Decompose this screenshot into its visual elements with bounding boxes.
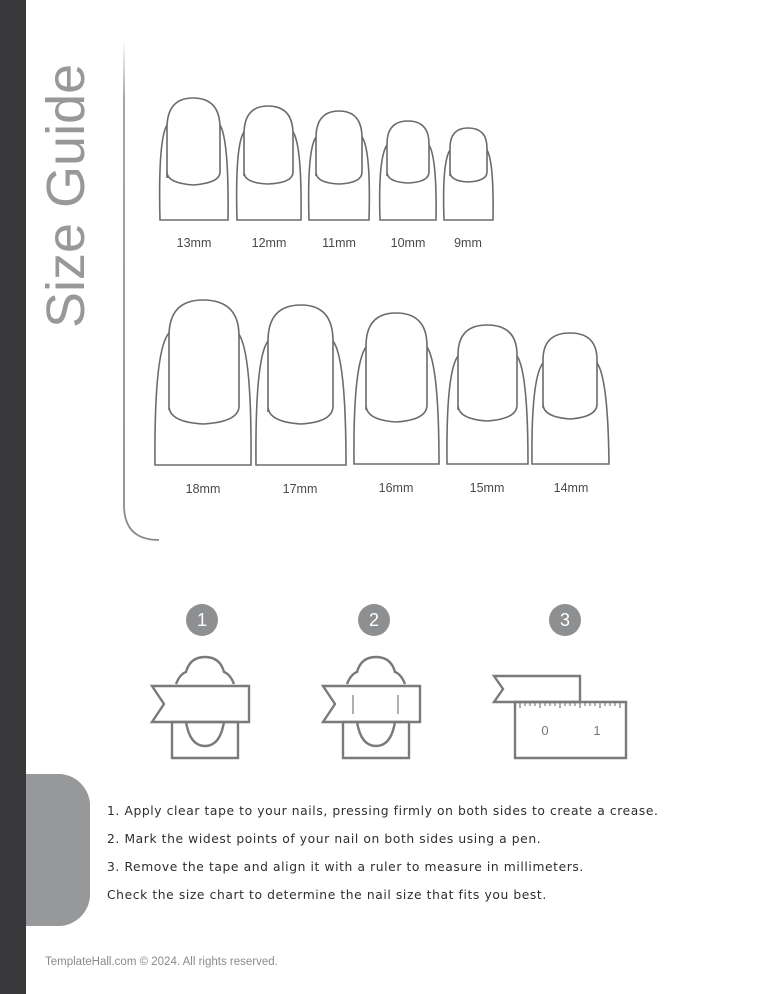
size-label-13mm: 13mm	[176, 236, 212, 250]
marked-tape-on-nail-icon	[323, 657, 420, 758]
tape-on-ruler-icon	[494, 676, 626, 758]
size-label-16mm: 16mm	[378, 481, 414, 495]
size-label-14mm: 14mm	[553, 481, 589, 495]
ruler-label-0: 0	[541, 723, 549, 738]
nail-14mm-icon	[532, 333, 609, 464]
decorative-pill	[26, 774, 90, 926]
nail-18mm-icon	[155, 300, 251, 465]
nail-11mm-icon	[309, 111, 370, 220]
size-label-11mm: 11mm	[322, 236, 356, 250]
instruction-step-2: 2. Mark the widest points of your nail on both sides using a pen.	[107, 832, 542, 846]
instruction-step-1: 1. Apply clear tape to your nails, pressing firmly on both sides to create a crease.	[107, 804, 659, 818]
step-1-badge: 1	[186, 604, 218, 636]
size-label-15mm: 15mm	[469, 481, 505, 495]
nail-10mm-icon	[380, 121, 436, 220]
size-label-17mm: 17mm	[282, 482, 318, 496]
tape-on-nail-icon	[152, 657, 249, 758]
step-3-badge: 3	[549, 604, 581, 636]
nail-12mm-icon	[237, 106, 301, 220]
instruction-step-3: 3. Remove the tape and align it with a ruler to measure in millimeters.	[107, 860, 584, 874]
nail-16mm-icon	[354, 313, 439, 464]
size-label-10mm: 10mm	[390, 236, 426, 250]
nail-13mm-icon	[160, 98, 228, 220]
size-label-12mm: 12mm	[251, 236, 287, 250]
ruler-label-1: 1	[593, 723, 601, 738]
size-label-18mm: 18mm	[185, 482, 221, 496]
nail-15mm-icon	[447, 325, 528, 464]
footer-copyright: TemplateHall.com © 2024. All rights reserved.	[45, 956, 278, 968]
step-2-badge: 2	[358, 604, 390, 636]
page-title: Size Guide	[36, 63, 96, 328]
instructions-list	[107, 802, 659, 914]
instruction-note: Check the size chart to determine the nail size that fits you best.	[107, 888, 547, 902]
nail-17mm-icon	[256, 305, 346, 465]
nail-9mm-icon	[444, 128, 494, 220]
size-label-9mm: 9mm	[454, 236, 482, 250]
